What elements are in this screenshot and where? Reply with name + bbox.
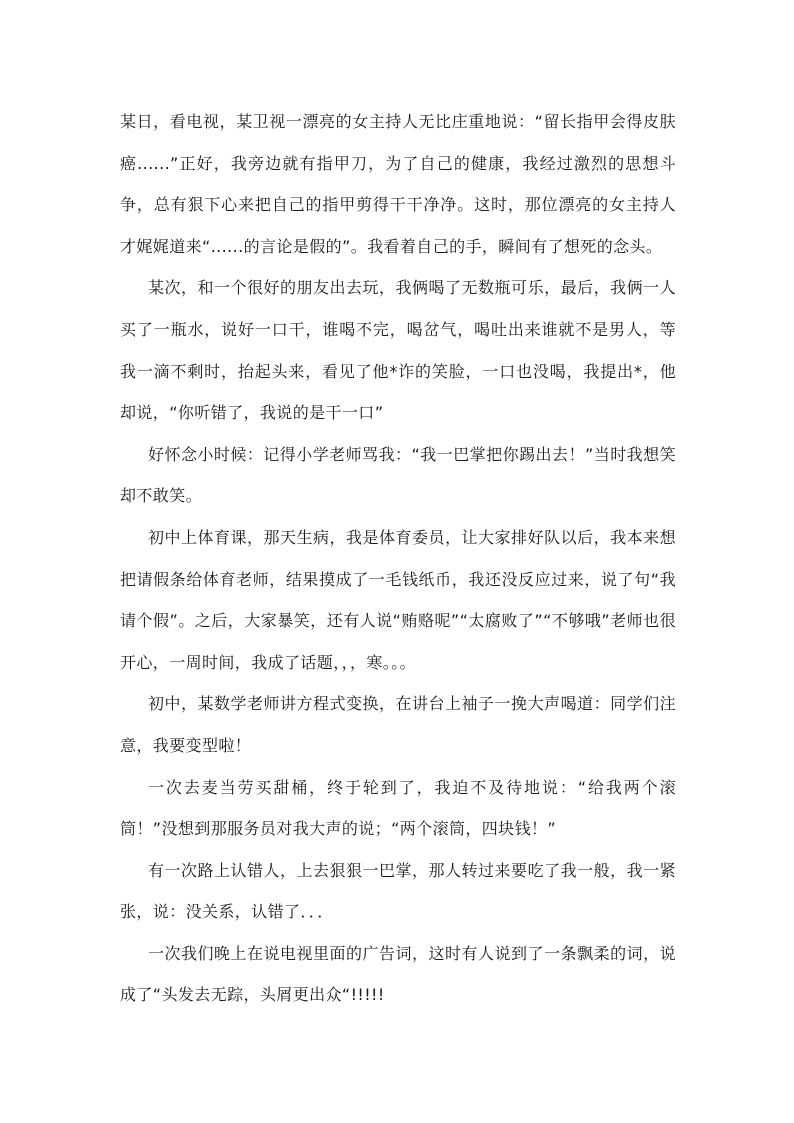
document-body	[120, 101, 676, 1016]
paragraph-cola: 某次，和一个很好的朋友出去玩，我俩喝了无数瓶可乐，最后，我俩一人买了一瓶水，说好一口干，谁喝不完，喝岔气，喝吐出来谁就不是男人，等我一滴不剩时，抬起头来，看见了他*诈的笑脸，一口也没喝，我提出*，他却说，“你听错了，我说的是干一口”	[120, 278, 676, 423]
paragraph-tv-host: 某日，看电视，某卫视一漂亮的女主持人无比庄重地说：“留长指甲会得皮肤癌......”正好，我旁边就有指甲刀，为了自己的健康，我经过激烈的思想斗争，总有狠下心来把自己的指甲剪得干干净净。这时，那位漂亮的女主持人才娓娓道来“......的言论是假的”。我看着自己的手，瞬间有了想死的念头。	[120, 112, 676, 256]
paragraph-math-teacher: 初中，某数学老师讲方程式变换，在讲台上袖子一挽大声喝道：同学们注意，我要变型啦！	[120, 694, 676, 755]
paragraph-mcdonalds: 一次去麦当劳买甜桶，终于轮到了，我迫不及待地说：“给我两个滚筒！”没想到那服务员对我大声的说；“两个滚筒，四块钱！”	[120, 777, 676, 839]
paragraph-ad-slogan: 一次我们晚上在说电视里面的广告词，这时有人说到了一条飘柔的词，说成了“头发去无踪，头屑更出众“!!!!!	[120, 943, 676, 1005]
paragraph-teacher: 好怀念小时候：记得小学老师骂我：“我一巴掌把你踢出去！”当时我想笑却不敢笑。	[120, 444, 676, 506]
paragraph-pe-class: 初中上体育课，那天生病，我是体育委员，让大家排好队以后，我本来想把请假条给体育老师，结果摸成了一毛钱纸币，我还没反应过来，说了句“我请个假”。之后，大家暴笑，还有人说“贿赂呢”“太腐败了”“不够哦”老师也很开心，一周时间，我成了话题，，，寒。。。	[120, 527, 676, 672]
paragraph-wrong-person: 有一次路上认错人，上去狠狠一巴掌，那人转过来要吃了我一般，我一紧张，说：没关系，认错了．．．	[120, 860, 676, 922]
